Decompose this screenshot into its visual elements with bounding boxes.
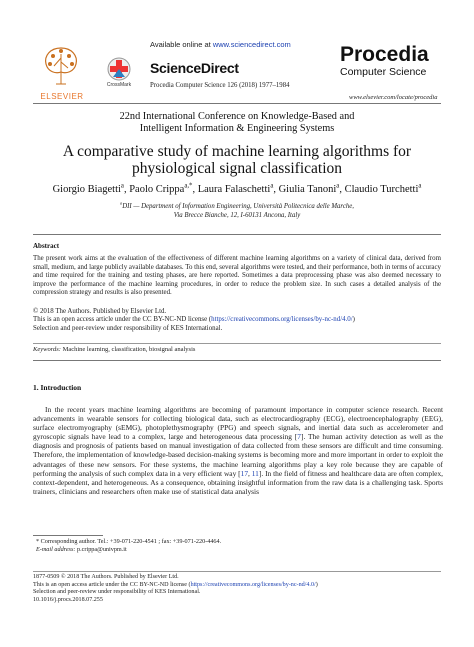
conference-line-2: Intelligent Information & Engineering Systems xyxy=(139,122,335,134)
intro-text-part-1: In the recent years machine learning algorithms are becoming of paramount importance in computer science research. Recent advancements in wearable sensors for collecting biological data, such as electrocardiography (ECG), electroencephalography (EEG), surface electromyography (sEMG), photoplethysmography (PPG) and speech signals, and inertial data such as accelerometer and gyroscopic signals have lead to a complex, large and heterogeneous data processing [ xyxy=(33,405,443,442)
abstract-bottom-rule xyxy=(33,360,441,361)
abstract-body: The present work aims at the evaluation of the effectiveness of different machine learning algorithms on a variety of clinical data, derived from small, medium, and large publicly available databases. To this end, several algorithms were tested, and their performance, both in terms of accuracy and time required for the training and testing phases, are here reported. Sometimes a data preprocessing phase was also deemed necessary to improve the performance of the machine learning procedures, in order to reduce the problem size. In such cases a detailed analysis of the compression strategy and results is also presented. xyxy=(33,255,441,297)
footnote xyxy=(36,538,221,554)
header-rule xyxy=(33,103,441,104)
elsevier-logo xyxy=(36,42,86,90)
conference-line-1: 22nd International Conference on Knowledge-Based and xyxy=(119,111,355,122)
available-online xyxy=(150,40,291,49)
keywords-label: Keywords: xyxy=(33,346,61,353)
keywords-line xyxy=(33,346,195,353)
author-name: Paolo Crippa xyxy=(129,184,185,195)
affiliation xyxy=(0,202,474,220)
elsevier-tree-icon xyxy=(36,42,86,90)
procedia-url: www.elsevier.com/locate/procedia xyxy=(349,94,438,101)
procedia-title: Procedia xyxy=(340,43,429,66)
section-heading-introduction: 1. Introduction xyxy=(33,383,82,392)
footer-license-prefix: This is an open access article under the CC BY-NC-ND license ( xyxy=(33,581,191,588)
author-affil-sup: a xyxy=(336,182,340,190)
license-prefix: This is an open access article under the CC BY-NC-ND license ( xyxy=(33,316,212,324)
license-suffix: ) xyxy=(352,316,355,324)
peer-review-line: Selection and peer-review under responsibility of KES International. xyxy=(33,324,223,332)
title-line-2: physiological signal classification xyxy=(131,160,343,177)
corresponding-author: * Corresponding author. Tel.: +39-071-220-4541 ; fax: +39-071-220-4464. xyxy=(36,538,222,545)
footer-license-suffix: ) xyxy=(315,581,318,588)
license-link[interactable]: https://creativecommons.org/licenses/by-nc-nd/4.0/ xyxy=(211,316,353,324)
sciencedirect-link[interactable]: www.sciencedirect.com xyxy=(212,40,291,49)
footer-peer-review: Selection and peer-review under responsibility of KES International. xyxy=(33,589,201,596)
email-line xyxy=(36,546,221,554)
affiliation-text-1: DII — Department of Information Engineering, Università Politecnica delle Marche, xyxy=(122,203,354,210)
procedia-logo xyxy=(340,44,446,84)
abstract-heading: Abstract xyxy=(33,242,60,250)
paper-title xyxy=(0,143,474,177)
crossmark-label: CrossMark xyxy=(106,82,132,88)
footer-license-link[interactable]: https://creativecommons.org/licenses/by-nc-nd/4.0/ xyxy=(190,581,316,588)
footnote-rule xyxy=(33,535,103,536)
citation-link[interactable]: 17 xyxy=(240,468,249,478)
copyright-line: © 2018 The Authors. Published by Elsevier Ltd. xyxy=(33,308,167,315)
intro-text-part-3: ]. In the field of fitness and healthcare data are often complex, context-dependent, and heterogeneous. As a consequence, obtaining insightful information from the raw data is a challenging task. Sports trainers, clinicians and researchers often make use of statistical data analysis xyxy=(33,468,443,496)
affiliation-line-2: Via Brecce Bianche, 12, I-60131 Ancona, Italy xyxy=(173,212,301,219)
journal-citation: Procedia Computer Science 126 (2018) 1977–1984 xyxy=(150,82,290,89)
author-affil-sup: a xyxy=(418,182,422,190)
license-line xyxy=(33,316,443,324)
affiliation-sup: a xyxy=(120,200,123,206)
footer-block xyxy=(33,574,318,604)
footer-rule xyxy=(33,571,441,572)
citation-separator: , xyxy=(248,468,252,478)
conference-name xyxy=(0,111,474,134)
abstract-license-block xyxy=(33,308,443,333)
email-address[interactable]: p.crippa@univpm.it xyxy=(77,546,127,553)
author-name: Laura Falaschetti xyxy=(197,184,271,195)
author-affil-sup: a xyxy=(120,182,124,190)
sciencedirect-wordmark: ScienceDirect xyxy=(150,60,239,76)
introduction-paragraph xyxy=(33,405,443,496)
abstract-top-rule xyxy=(33,234,441,235)
title-line-1: A comparative study of machine learning algorithms for xyxy=(62,143,412,160)
author-affil-sup: a,* xyxy=(184,182,193,190)
footer-doi[interactable]: 10.1016/j.procs.2018.07.255 xyxy=(33,596,103,603)
keywords-text: Machine learning, classification, biosignal analysis xyxy=(62,346,196,353)
affiliation-line-1 xyxy=(0,202,474,211)
procedia-subtitle: Computer Science xyxy=(340,66,427,78)
author-name: Giulia Tanoni xyxy=(278,184,337,195)
crossmark-icon xyxy=(102,56,136,82)
citation-link[interactable]: 7 xyxy=(297,432,301,442)
email-label: E-mail address: xyxy=(36,546,76,553)
citation-link[interactable]: 11 xyxy=(251,468,259,478)
author-affil-sup: a xyxy=(270,182,274,190)
intro-text-part-2: ]. The human activity detection as well as the diagnosis and prognosis of patients based on manual investigation of data collected from these sensors are difficult and time consuming. Therefore, the implementation of knowledge-based decision-making systems is becoming more and more important in order to exploit the advantages of these new sensors. For these systems, the machine learning algorithms play a key role because they are capable of performing the analysis of such complex data in a very efficient way [ xyxy=(33,432,443,478)
footer-issn: 1877-0509 © 2018 The Authors. Published by Elsevier Ltd. xyxy=(33,574,179,580)
author-list: Giorgio Biagetti$^a$, Paolo Crippa$^{a,*}$, Laura Falaschetti$^a$, Giulia Tanoni$^a$, Claudio Turchetti$^a$ xyxy=(52,182,422,195)
author-name: Giorgio Biagetti xyxy=(52,184,121,195)
keywords-rule xyxy=(33,343,441,344)
author-name: Claudio Turchetti xyxy=(344,184,419,195)
elsevier-wordmark: ELSEVIER xyxy=(40,92,84,101)
available-online-text: Available online at xyxy=(150,40,211,49)
